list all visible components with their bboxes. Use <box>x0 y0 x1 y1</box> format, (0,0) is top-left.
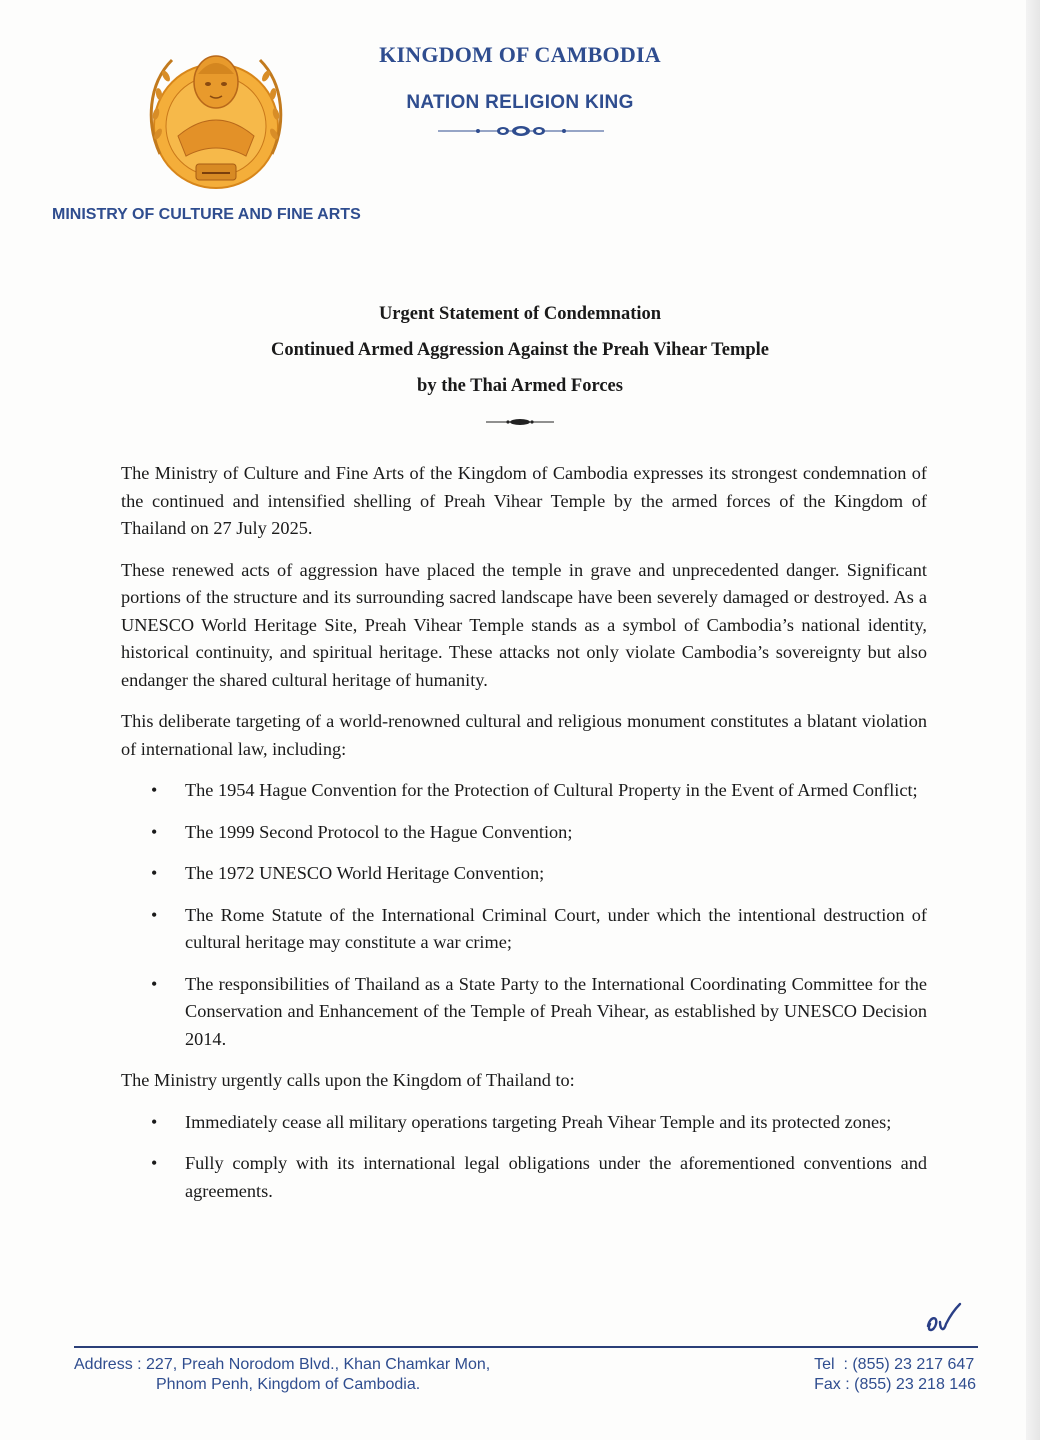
handwritten-initials-icon <box>922 1302 966 1338</box>
title-line-1: Urgent Statement of Condemnation <box>378 304 662 324</box>
demands-list <box>121 1109 927 1206</box>
statement-title <box>120 296 920 404</box>
national-motto: NATION RELIGION KING <box>406 92 634 113</box>
page-edge <box>1026 0 1040 1440</box>
ornamental-divider-icon <box>438 124 604 138</box>
list-item: • The 1999 Second Protocol to the Hague Convention; <box>121 819 927 847</box>
title-divider-icon <box>486 416 554 428</box>
list-item: • Fully comply with its international legal obligations under the aforementioned conventions and agreements. <box>121 1150 927 1205</box>
violations-list <box>121 777 927 1053</box>
paragraph-violation: This deliberate targeting of a world-renowned cultural and religious monument constitutes a blatant violation of international law, including: <box>121 711 927 759</box>
address-line-2: Phnom Penh, Kingdom of Cambodia. <box>156 1376 421 1393</box>
footer-rule <box>74 1346 978 1348</box>
statement-body <box>121 460 927 1219</box>
title-line-2: Continued Armed Aggression Against the Preah Vihear Temple <box>270 340 769 360</box>
list-item: • The 1954 Hague Convention for the Protection of Cultural Property in the Event of Armed Conflict; <box>121 777 927 805</box>
ministry-seal-icon <box>138 44 294 194</box>
address <box>74 1355 490 1395</box>
list-item: • Immediately cease all military operations targeting Preah Vihear Temple and its protected zones; <box>121 1109 927 1137</box>
list-item: • The responsibilities of Thailand as a State Party to the International Coordinating Committee for the Conservation and Enhancement of the Temple of Preah Vihear, as established by UNESCO Decision 2014. <box>121 971 927 1054</box>
list-item: • The Rome Statute of the International Criminal Court, under which the intentional destruction of cultural heritage may constitute a war crime; <box>121 902 927 957</box>
kingdom-heading: KINGDOM OF CAMBODIA <box>379 42 661 67</box>
ministry-name: MINISTRY OF CULTURE AND FINE ARTS <box>52 206 361 223</box>
telephone: Tel : (855) 23 217 647 <box>814 1356 975 1373</box>
paragraph-damage: These renewed acts of aggression have placed the temple in grave and unprecedented danger. Significant portions of the structure and its surrounding sacred landscape have been severely damaged or destroyed. As a UNESCO World Heritage Site, Preah Vihear Temple stands as a symbol of Cambodia’s national identity, historical continuity, and spiritual heritage. These attacks not only violate Cambodia’s sovereignty but also endanger the shared cultural heritage of humanity. <box>121 559 927 690</box>
title-line-3: by the Thai Armed Forces <box>417 376 623 396</box>
contact-info <box>814 1355 976 1395</box>
fax: Fax : (855) 23 218 146 <box>814 1376 976 1393</box>
address-line-1: Address : 227, Preah Norodom Blvd., Khan Chamkar Mon, <box>74 1356 491 1373</box>
list-item: • The 1972 UNESCO World Heritage Convention; <box>121 860 927 888</box>
paragraph-condemnation: The Ministry of Culture and Fine Arts of the Kingdom of Cambodia expresses its strongest condemnation of the continued and intensified shelling of Preah Vihear Temple by the armed forces of the Kingdom of Thailand on 27 July 2025. <box>121 463 927 538</box>
paragraph-call: The Ministry urgently calls upon the Kingdom of Thailand to: <box>121 1070 575 1090</box>
